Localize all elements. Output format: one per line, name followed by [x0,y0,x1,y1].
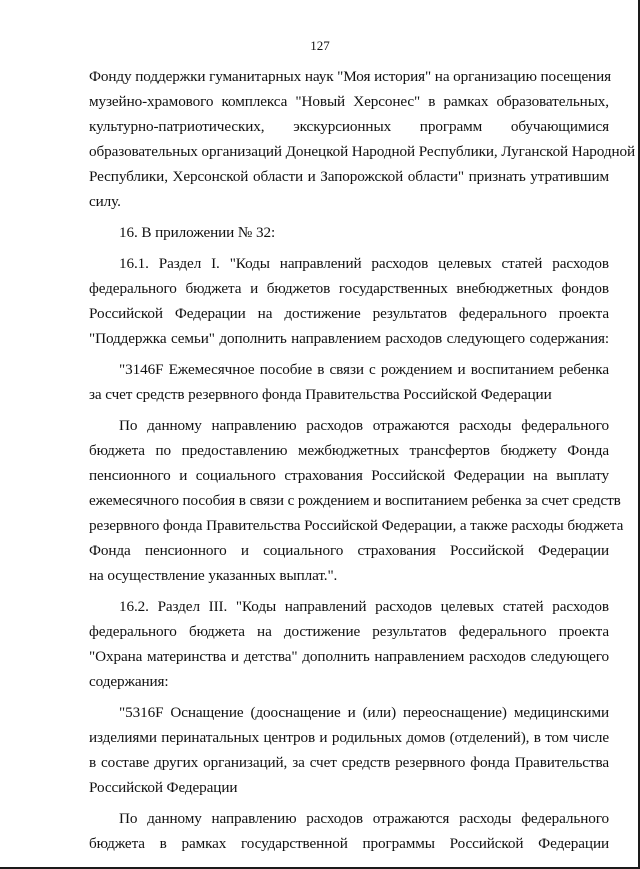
text-line: бюджета по предоставлению межбюджетных трансфертов бюджету Фонда [89,442,609,459]
text-line: "Поддержка семьи" дополнить направлением расходов следующего содержания: [89,330,609,347]
text-line: содержания: [89,673,169,690]
text-line: Республики, Херсонской области и Запорожской области" признать утратившим [89,168,609,185]
text-line: изделиями перинатальных центров и родильных домов (отделений), в том числе [89,729,609,746]
text-line: 16.2. Раздел III. "Коды направлений расходов целевых статей расходов [119,598,609,615]
text-line: "3146F Ежемесячное пособие в связи с рождением и воспитанием ребенка [119,361,609,378]
text-line: силу. [89,193,121,210]
text-line: бюджета в рамках государственной программы Российской Федерации [89,835,609,852]
text-line: 16.1. Раздел I. "Коды направлений расходов целевых статей расходов [119,255,609,272]
text-line: на осуществление указанных выплат.". [89,567,338,584]
text-line: в составе других организаций, за счет средств резервного фонда Правительства [89,754,609,771]
text-line: Фонду поддержки гуманитарных наук "Моя история" на организацию посещения [89,68,612,85]
text-line: По данному направлению расходов отражаются расходы федерального [119,417,609,434]
text-line: музейно-храмового комплекса "Новый Херсонес" в рамках образовательных, [89,93,609,110]
page-number: 127 [310,38,330,53]
text-line: Российской Федерации на достижение результатов федерального проекта [89,305,609,322]
text-line: ежемесячного пособия в связи с рождением и воспитанием ребенка за счет средств [89,492,621,509]
text-line: культурно-патриотических, экскурсионных программ обучающимися [89,118,609,135]
text-line: пенсионного и социального страхования Российской Федерации на выплату [89,467,609,484]
text-line: за счет средств резервного фонда Правительства Российской Федерации [89,386,552,403]
text-line: "5316F Оснащение (дооснащение и (или) переоснащение) медицинскими [119,704,609,721]
text-line: Фонда пенсионного и социального страхования Российской Федерации [89,542,609,559]
text-line: 16. В приложении № 32: [119,224,276,241]
text-line: резервного фонда Правительства Российской Федерации, а также расходы бюджета [89,517,624,534]
document-body [89,64,636,856]
text-line: федерального бюджета на достижение результатов федерального проекта [89,623,609,640]
text-line: федерального бюджета и бюджетов государственных внебюджетных фондов [89,280,609,297]
text-line: Российской Федерации [89,779,238,796]
text-line: "Охрана материнства и детства" дополнить направлением расходов следующего [89,648,609,665]
text-line: образовательных организаций Донецкой Народной Республики, Луганской Народной [89,143,636,160]
text-line: По данному направлению расходов отражаются расходы федерального [119,810,609,827]
